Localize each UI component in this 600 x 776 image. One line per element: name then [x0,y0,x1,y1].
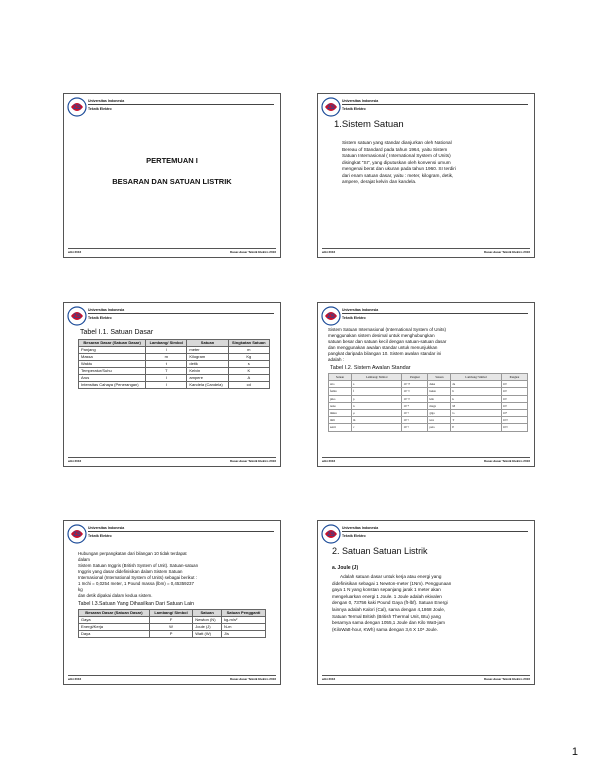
table-cell: kg-m/s² [221,617,265,624]
table-row [79,347,270,354]
table-cell: 10¹ [501,381,527,388]
footer-left: wiki 2016 [68,677,82,681]
body-line: disingkat "SI", yang diputuskan oleh konvensi umum [342,159,451,165]
body-line: menggunakan sistem desimal untuk menghubungkan [328,333,435,338]
table-row [79,361,270,368]
body-line: adalah : [328,357,345,362]
table-cell: W [149,624,193,631]
table-cell: tera [428,417,451,424]
table-header-row [79,340,270,347]
column-header: Satuan [193,610,222,617]
header-institution: Universitas Indonesia [88,526,125,530]
table-cell: p [351,395,402,402]
svg-text:ZS: ZS [73,532,81,538]
table-cell: 10⁻⁶ [402,410,428,417]
body-line: lainnya adalah Kalori (Cal), sama dengan 4,1868 Joule, [332,606,446,612]
table-cell: senti [329,424,352,431]
svg-text:ZS: ZS [73,105,81,111]
table-row [79,382,270,389]
footer-right: Dasar-dasar Teknik Elektro 2016 [230,459,276,463]
footer-right: Dasar-dasar Teknik Elektro 2016 [230,677,276,681]
body-line: Adalah satuan dasar untuk kerja atau energi yang [340,574,442,579]
column-header: Lambang/ Simbol [451,374,502,381]
table-cell: s [228,361,269,368]
body-line: Internasional (International System of Units) sebagai berikut : [78,575,197,580]
table-cell: μ [351,410,402,417]
table-row [79,624,266,631]
table-caption: Tabel I.2. Sistem Awalan Standar [330,365,411,371]
column-header: Satuan [329,374,352,381]
table-cell: peta [428,424,451,431]
table-row [79,368,270,375]
footer-right: Dasar-dasar Teknik Elektro 2016 [484,250,530,254]
column-header: Besaran Dasar (Satuan Dasar) [79,340,146,347]
table-cell: P [149,631,193,638]
footer-left: wiki 2016 [322,459,336,463]
table-cell: piko [329,395,352,402]
table-cell: Gaya [79,617,150,624]
table-cell: mikro [329,410,352,417]
table-cell: Kg [228,354,269,361]
header-institution: Universitas Indonesia [88,99,125,103]
footer-divider [322,248,530,249]
university-logo-icon [321,97,341,117]
body-line: ampere, derajat kelvin dan kandela. [342,179,417,184]
table-cell: 10² [501,388,527,395]
table-cell: K [228,368,269,375]
table-cell: f [351,388,402,395]
university-logo-icon [321,306,341,326]
table-header-row [329,374,528,381]
table-cell: Kilogram [187,354,228,361]
footer-divider [68,675,276,676]
table-row [79,617,266,624]
header-institution: Universitas Indonesia [342,308,379,312]
table-cell: Waktu [79,361,146,368]
header-divider [88,531,274,532]
table-cell: J/s [221,631,265,638]
body-line: pangkat daripada bilangan 10. Sistem awalan standar ini [328,351,442,356]
column-header: Besaran Dasar (Satuan Dasar) [79,610,150,617]
body-line: Inggris yang dasar didefinisikan dalam Sistem Satuan [78,569,183,574]
table-cell: Intensitas Cahaya (Penerangan) [79,382,146,389]
footer-left: wiki 2016 [322,677,336,681]
slide-3 [63,302,281,467]
column-header: Singkatan Satuan [228,340,269,347]
body-line: mengeluarkan energi 1 Joule. 1 Joule adalah ekivalen [332,593,442,599]
university-logo-icon [67,306,87,326]
header-course: Teknik Elektro [88,316,112,320]
footer-left: wiki 2016 [68,459,82,463]
body-line: Sistem Satuan Internasional (International System of Units) [328,327,447,332]
table-cell: 10⁻¹⁵ [402,388,428,395]
table-cell: I [146,382,187,389]
section-title: 2. Satuan Satuan Listrik [332,546,428,556]
footer-divider [322,457,530,458]
table-cell: 10³ [501,395,527,402]
header-divider [88,313,274,314]
base-units-table [78,339,270,389]
footer-left: wiki 2016 [322,250,336,254]
header-institution: Universitas Indonesia [88,308,125,312]
table-cell: I [146,375,187,382]
header-divider [342,531,528,532]
table-header-row [79,610,266,617]
table-cell: 10⁻⁹ [402,402,428,409]
footer-divider [322,675,530,676]
table-cell: Daya [79,631,150,638]
table-cell: 10⁹ [501,410,527,417]
table-cell: 10¹² [501,417,527,424]
body-line: Satuan Termal British (British Thermal Unit, Btu) yang [332,613,441,619]
column-header: Lambang/ Simbol [351,374,402,381]
subsection-title: a. Joule (J) [332,565,359,571]
table-row [79,354,270,361]
table-cell: Newton (N) [193,617,222,624]
table-cell: 10⁶ [501,402,527,409]
table-cell: 10⁻³ [402,417,428,424]
table-row [329,388,528,395]
slide-title-line-2: BESARAN DAN SATUAN LISTRIK [112,177,232,186]
footer-right: Dasar-dasar Teknik Elektro 2016 [484,677,530,681]
table-cell: mili [329,417,352,424]
table-cell: nano [329,402,352,409]
table-cell: giga [428,410,451,417]
body-line: Bereau of Standard pada tahun 1964, yaitu Sistem [342,146,448,152]
svg-text:ZS: ZS [327,314,335,320]
table-row [79,631,266,638]
section-body [78,551,270,599]
svg-text:ZS: ZS [327,532,335,538]
section-body [332,574,526,633]
table-cell: N-m [221,624,265,631]
prefix-table [328,373,528,432]
footer-divider [68,457,276,458]
body-line: (KiloWatt-hour, KWh) sama dengan 3,6 X 10⁶ Joule. [332,626,438,632]
table-cell: deka [428,381,451,388]
table-cell: m [351,417,402,424]
table-cell: 10¹⁵ [501,424,527,431]
body-line: dengan 0, 73756 kaki Pound Gaya (ft-lbf). Satuan Energi [332,600,448,606]
table-cell: detik [187,361,228,368]
header-divider [88,104,274,105]
section-body [328,327,528,363]
column-header: Lambang/ Simbol [149,610,193,617]
body-line: Sistem Satuan Inggris (British System of Unit). Satuan-satuan [78,563,199,568]
column-header: Pangkat [501,374,527,381]
body-line: dan menggunakan awalan standar untuk menunjukkan [328,345,438,350]
header-course: Teknik Elektro [88,107,112,111]
body-line: dan detik dipakai dalam kedua sistem. [78,593,153,598]
table-cell: Panjang [79,347,146,354]
footer-left: wiki 2016 [68,250,82,254]
body-line: Sistem satuan yang standar dianjurkan oleh National [342,140,452,145]
table-cell: k [451,395,502,402]
table-cell: mega [428,402,451,409]
slide-2 [317,93,535,258]
table-cell: m [146,354,187,361]
table-cell: Arus [79,375,146,382]
table-row [329,381,528,388]
table-cell: Watt (W) [193,631,222,638]
svg-text:ZS: ZS [327,105,335,111]
table-caption: Tabel I.3.Satuan Yang Dihasilkan Dari Satuan Lain [78,601,195,607]
table-cell: n [351,402,402,409]
header-course: Teknik Elektro [342,316,366,320]
body-line: 1 Inchi = 0,0254 meter, 1 Pound massa (lbm) = 0,45359237 [78,581,194,586]
body-line: mengenai berat dan ukuran pada tahun 1960. SI terdiri [342,166,456,171]
table-cell: Joule (J) [193,624,222,631]
table-cell: atto [329,381,352,388]
table-cell: 10⁻¹⁸ [402,381,428,388]
table-cell: da [451,381,502,388]
table-cell: meter [187,347,228,354]
body-line: gaya 1 N yang konstan sepanjang jarak 1 meter akan [332,587,441,593]
table-cell: m [228,347,269,354]
table-cell: ampere [187,375,228,382]
table-row [329,402,528,409]
section-title: 1.Sistem Satuan [334,119,404,130]
table-cell: P [451,424,502,431]
slide-5 [63,520,281,685]
body-line: dari enam satuan dasar, yaitu : meter, kilogram, detik, [342,172,454,178]
column-header: Satuan Pengganti [221,610,265,617]
table-caption: Tabel I.1. Satuan Dasar [80,329,154,336]
page-number: 1 [571,746,578,758]
footer-right: Dasar-dasar Teknik Elektro 2016 [230,250,276,254]
table-cell: hekto [428,388,451,395]
table-cell: cd [228,382,269,389]
table-cell: Massa [79,354,146,361]
column-header: Lambang/ Simbol [146,340,187,347]
table-cell: T [451,417,502,424]
table-cell: M [451,402,502,409]
header-divider [342,104,528,105]
table-cell: Energi/Kerja [79,624,150,631]
header-institution: Universitas Indonesia [342,526,379,530]
table-cell: T [146,368,187,375]
body-line: kg [78,587,83,592]
footer-right: Dasar-dasar Teknik Elektro 2016 [484,459,530,463]
footer-divider [68,248,276,249]
slide-6 [317,520,535,685]
svg-text:ZS: ZS [73,314,81,320]
university-logo-icon [321,524,341,544]
column-header: Satuan [187,340,228,347]
slide-title-line-1: PERTEMUAN I [146,156,198,165]
table-row [79,375,270,382]
table-row [329,395,528,402]
column-header: Satuan [428,374,451,381]
header-course: Teknik Elektro [342,107,366,111]
body-line: Hubungan perpangkatan dari bilangan 10 tidak terdapat [78,551,187,556]
header-institution: Universitas Indonesia [342,99,379,103]
table-cell: A [228,375,269,382]
body-line: satuan besar dan satuan kecil dengan satuan-satuan dasar [328,339,447,344]
body-line: didefinisikan sebagai 1 Newton-meter (1Nm). Penggunaan [332,580,452,586]
derived-units-table [78,609,266,638]
header-course: Teknik Elektro [88,534,112,538]
body-line: dalam [78,557,90,562]
header-course: Teknik Elektro [342,534,366,538]
table-cell: h [451,388,502,395]
header-divider [342,313,528,314]
table-cell: 10⁻² [402,424,428,431]
table-cell: Kelvin [187,368,228,375]
table-cell: l [146,347,187,354]
column-header: Pangkat [402,374,428,381]
table-cell: c [351,424,402,431]
table-row [329,417,528,424]
table-row [329,410,528,417]
slide-1 [63,93,281,258]
slide-4 [317,302,535,467]
body-line: Satuan Internasional ( International System of Units) [342,153,451,158]
body-line: besarnya sama dengan 1055,1 Joule dan Kilo Watt-jam [332,620,445,626]
university-logo-icon [67,524,87,544]
table-row [329,424,528,431]
table-cell: t [146,361,187,368]
table-cell: femto [329,388,352,395]
table-cell: 10⁻¹² [402,395,428,402]
table-cell: F [149,617,193,624]
table-cell: G [451,410,502,417]
university-logo-icon [67,97,87,117]
section-body [342,140,522,186]
table-cell: Temperatur/Suhu [79,368,146,375]
table-cell: kilo [428,395,451,402]
table-cell: Kandela (Candela) [187,382,228,389]
table-cell: a [351,381,402,388]
